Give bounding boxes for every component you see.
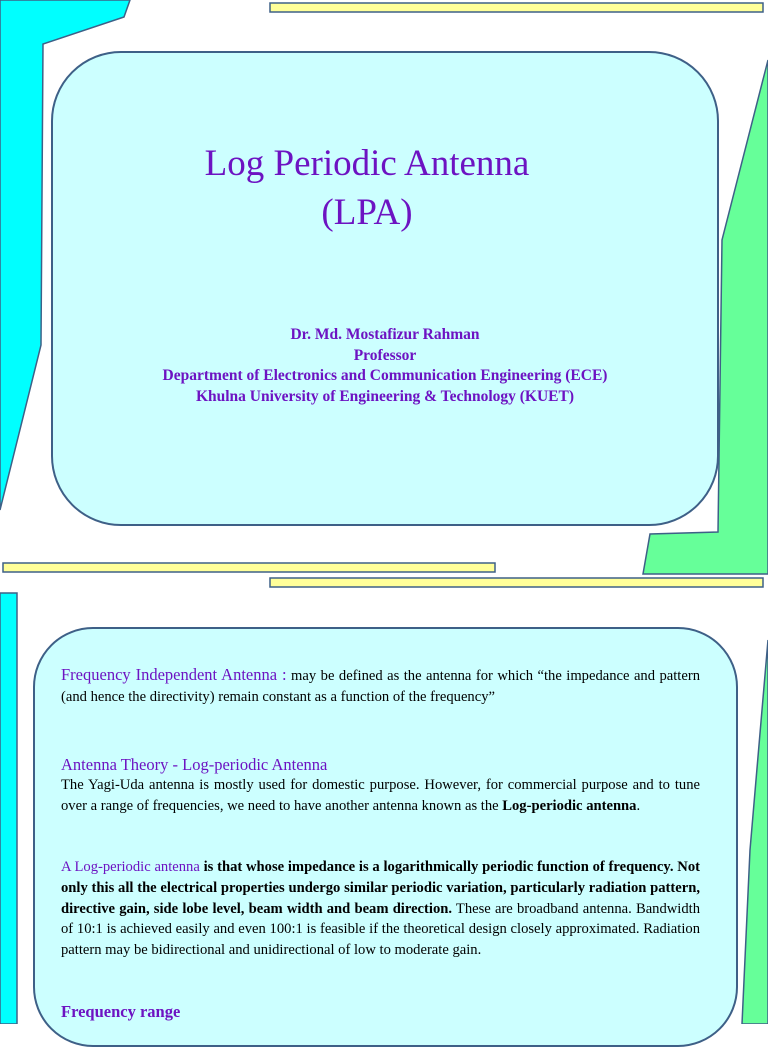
p2-text: The Yagi-Uda antenna is mostly used for domestic purpose. However, for commercial purpose and to tune over a range of frequencies, we need to have another antenna known as the — [61, 777, 700, 814]
section-heading-frequency-range: Frequency range — [61, 1002, 181, 1021]
lpa-definition-paragraph — [61, 857, 700, 961]
cyan-left-band-2 — [0, 593, 17, 1024]
slide-title: Log Periodic Antenna — [204, 143, 530, 184]
yellow-divider-right — [270, 578, 763, 587]
author-university: Khulna University of Engineering & Technology (KUET) — [195, 387, 575, 405]
p3-bold: is that whose impedance is a logarithmically periodic function of frequency. Not only this all the electrical properties undergo similar periodic variation, particularly radiation pattern, directive gain, side lobe level, beam width and beam direction. — [61, 859, 700, 917]
section-heading-lpa: Antenna Theory - Log-periodic Antenna — [61, 755, 328, 774]
fi-definition: may be defined as the antenna for which “the impedance and pattern (and hence the directivity) remain constant as a function of the frequency” — [61, 668, 700, 705]
p3-rest: These are broadband antenna. Bandwidth of 10:1 is achieved easily and even 100:1 is feasible if the theoretical design closely approximated. Radiation pattern may be bidirectional and unidirectional of low to moderate gain. — [61, 900, 701, 959]
p3-term: A Log-periodic antenna — [61, 859, 200, 875]
author-department: Department of Electronics and Communication Engineering (ECE) — [162, 367, 608, 384]
green-right-band-2 — [742, 640, 768, 1024]
yellow-divider-left — [3, 563, 495, 572]
frequency-independent-definition — [61, 665, 700, 708]
yagi-uda-paragraph — [61, 775, 700, 817]
slide-title-acronym: (LPA) — [321, 192, 413, 233]
p2-end: . — [636, 797, 641, 814]
fi-term: Frequency Independent Antenna : — [61, 665, 287, 684]
title-slide-box — [51, 51, 719, 526]
author-name: Dr. Md. Mostafizur Rahman — [290, 326, 480, 343]
p2-bold: Log-periodic antenna — [502, 797, 637, 814]
yellow-top-strip — [270, 3, 763, 12]
author-role: Professor — [353, 346, 417, 364]
